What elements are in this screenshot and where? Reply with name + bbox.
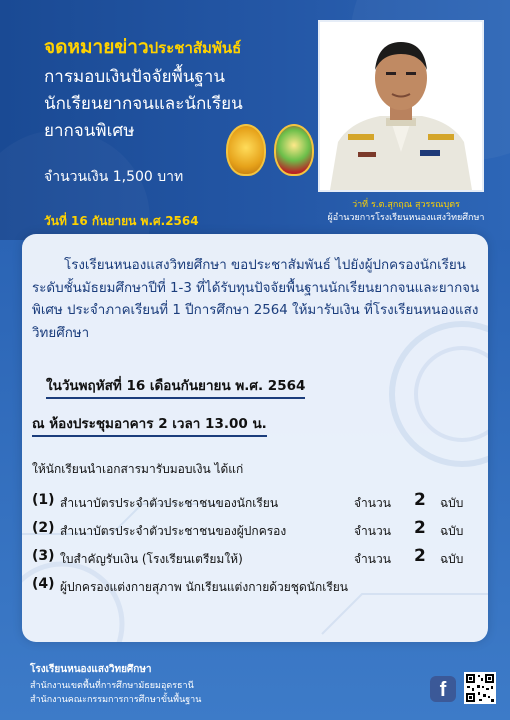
requirement-item (32, 548, 482, 572)
director-photo (318, 20, 484, 192)
newsletter-title (44, 32, 241, 62)
requirement-text: ผู้ปกครองแต่งกายสุภาพ นักเรียนแต่งกายด้วยชุดนักเรียน (60, 580, 348, 594)
quantity-label: จำนวน (354, 524, 391, 538)
requirement-text: ใบสำคัญรับเงิน (โรงเรียนเตรียมให้) (60, 552, 243, 566)
director-position: ผู้อำนวยการโรงเรียนหนองแสงวิทยศึกษา (327, 213, 485, 223)
footer-commission: สำนักงานคณะกรรมการการศึกษาขั้นพื้นฐาน (30, 695, 202, 705)
requirement-text: สำเนาบัตรประจำตัวประชาชนของนักเรียน (60, 496, 279, 510)
requirement-number: (3) (32, 548, 55, 564)
event-date: ในวันพฤหัสที่ 16 เดือนกันยายน พ.ศ. 2564 (46, 374, 305, 399)
footer-school: โรงเรียนหนองแสงวิทยศึกษา (30, 664, 152, 675)
ministry-seal-icon (226, 124, 266, 176)
title-sub: ประชาสัมพันธ์ (148, 39, 242, 57)
quantity-value: 2 (414, 546, 426, 566)
subtitle-line: นักเรียนยากจนและนักเรียน (44, 94, 243, 114)
quantity-unit: ฉบับ (440, 552, 464, 566)
quantity-label: จำนวน (354, 496, 391, 510)
requirement-number: (4) (32, 576, 55, 592)
quantity-value: 2 (414, 490, 426, 510)
director-caption (308, 199, 504, 225)
amount-text: จำนวนเงิน 1,500 บาท (44, 169, 184, 185)
requirement-number: (2) (32, 520, 55, 536)
quantity-unit: ฉบับ (440, 496, 464, 510)
documents-lead: ให้นักเรียนนำเอกสารมารับมอบเงิน ได้แก่ (32, 462, 244, 476)
seal-group (226, 124, 314, 176)
announcement-paragraph (32, 255, 480, 345)
director-portrait-image (320, 22, 482, 190)
facebook-icon[interactable]: f (430, 676, 456, 702)
quantity-value: 2 (414, 518, 426, 538)
event-location-time: ณ ห้องประชุมอาคาร 2 เวลา 13.00 น. (32, 412, 267, 437)
requirement-item (32, 492, 482, 516)
requirement-number: (1) (32, 492, 55, 508)
announcement-text: โรงเรียนหนองแสงวิทยศึกษา ขอประชาสัมพันธ์ ไปยังผู้ปกครองนักเรียน ระดับชั้นมัธยมศึกษาปีที่ 1-3 ที่ได้รับทุนปัจจัยพื้นฐานนักเรียนยากจนและยากจนพิเศษ ประจำภาคเรียนที่ 1 ปีการศึกษา 2564 ให้มารับเงิน ที่โรงเรียนหนองแสงวิทยศึกษา (32, 258, 480, 341)
quantity-unit: ฉบับ (440, 524, 464, 538)
qr-code-icon[interactable] (464, 672, 496, 704)
requirement-item (32, 576, 482, 600)
obec-seal-icon (274, 124, 314, 176)
quantity-label: จำนวน (354, 552, 391, 566)
director-name: ว่าที่ ร.ต.สุกฤณ สุวรรณบุตร (352, 200, 460, 210)
title-main: จดหมายข่าว (44, 36, 149, 58)
requirement-text: สำเนาบัตรประจำตัวประชาชนของผู้ปกครอง (60, 524, 287, 538)
subtitle-line: การมอบเงินปัจจัยพื้นฐาน (44, 67, 225, 87)
date-text: วันที่ 16 กันยายน พ.ศ.2564 (44, 214, 199, 228)
requirement-item (32, 520, 482, 544)
footer-office: สำนักงานเขตพื้นที่การศึกษามัธยมอุดรธานี (30, 681, 194, 691)
subtitle-line: ยากจนพิเศษ (44, 121, 135, 141)
